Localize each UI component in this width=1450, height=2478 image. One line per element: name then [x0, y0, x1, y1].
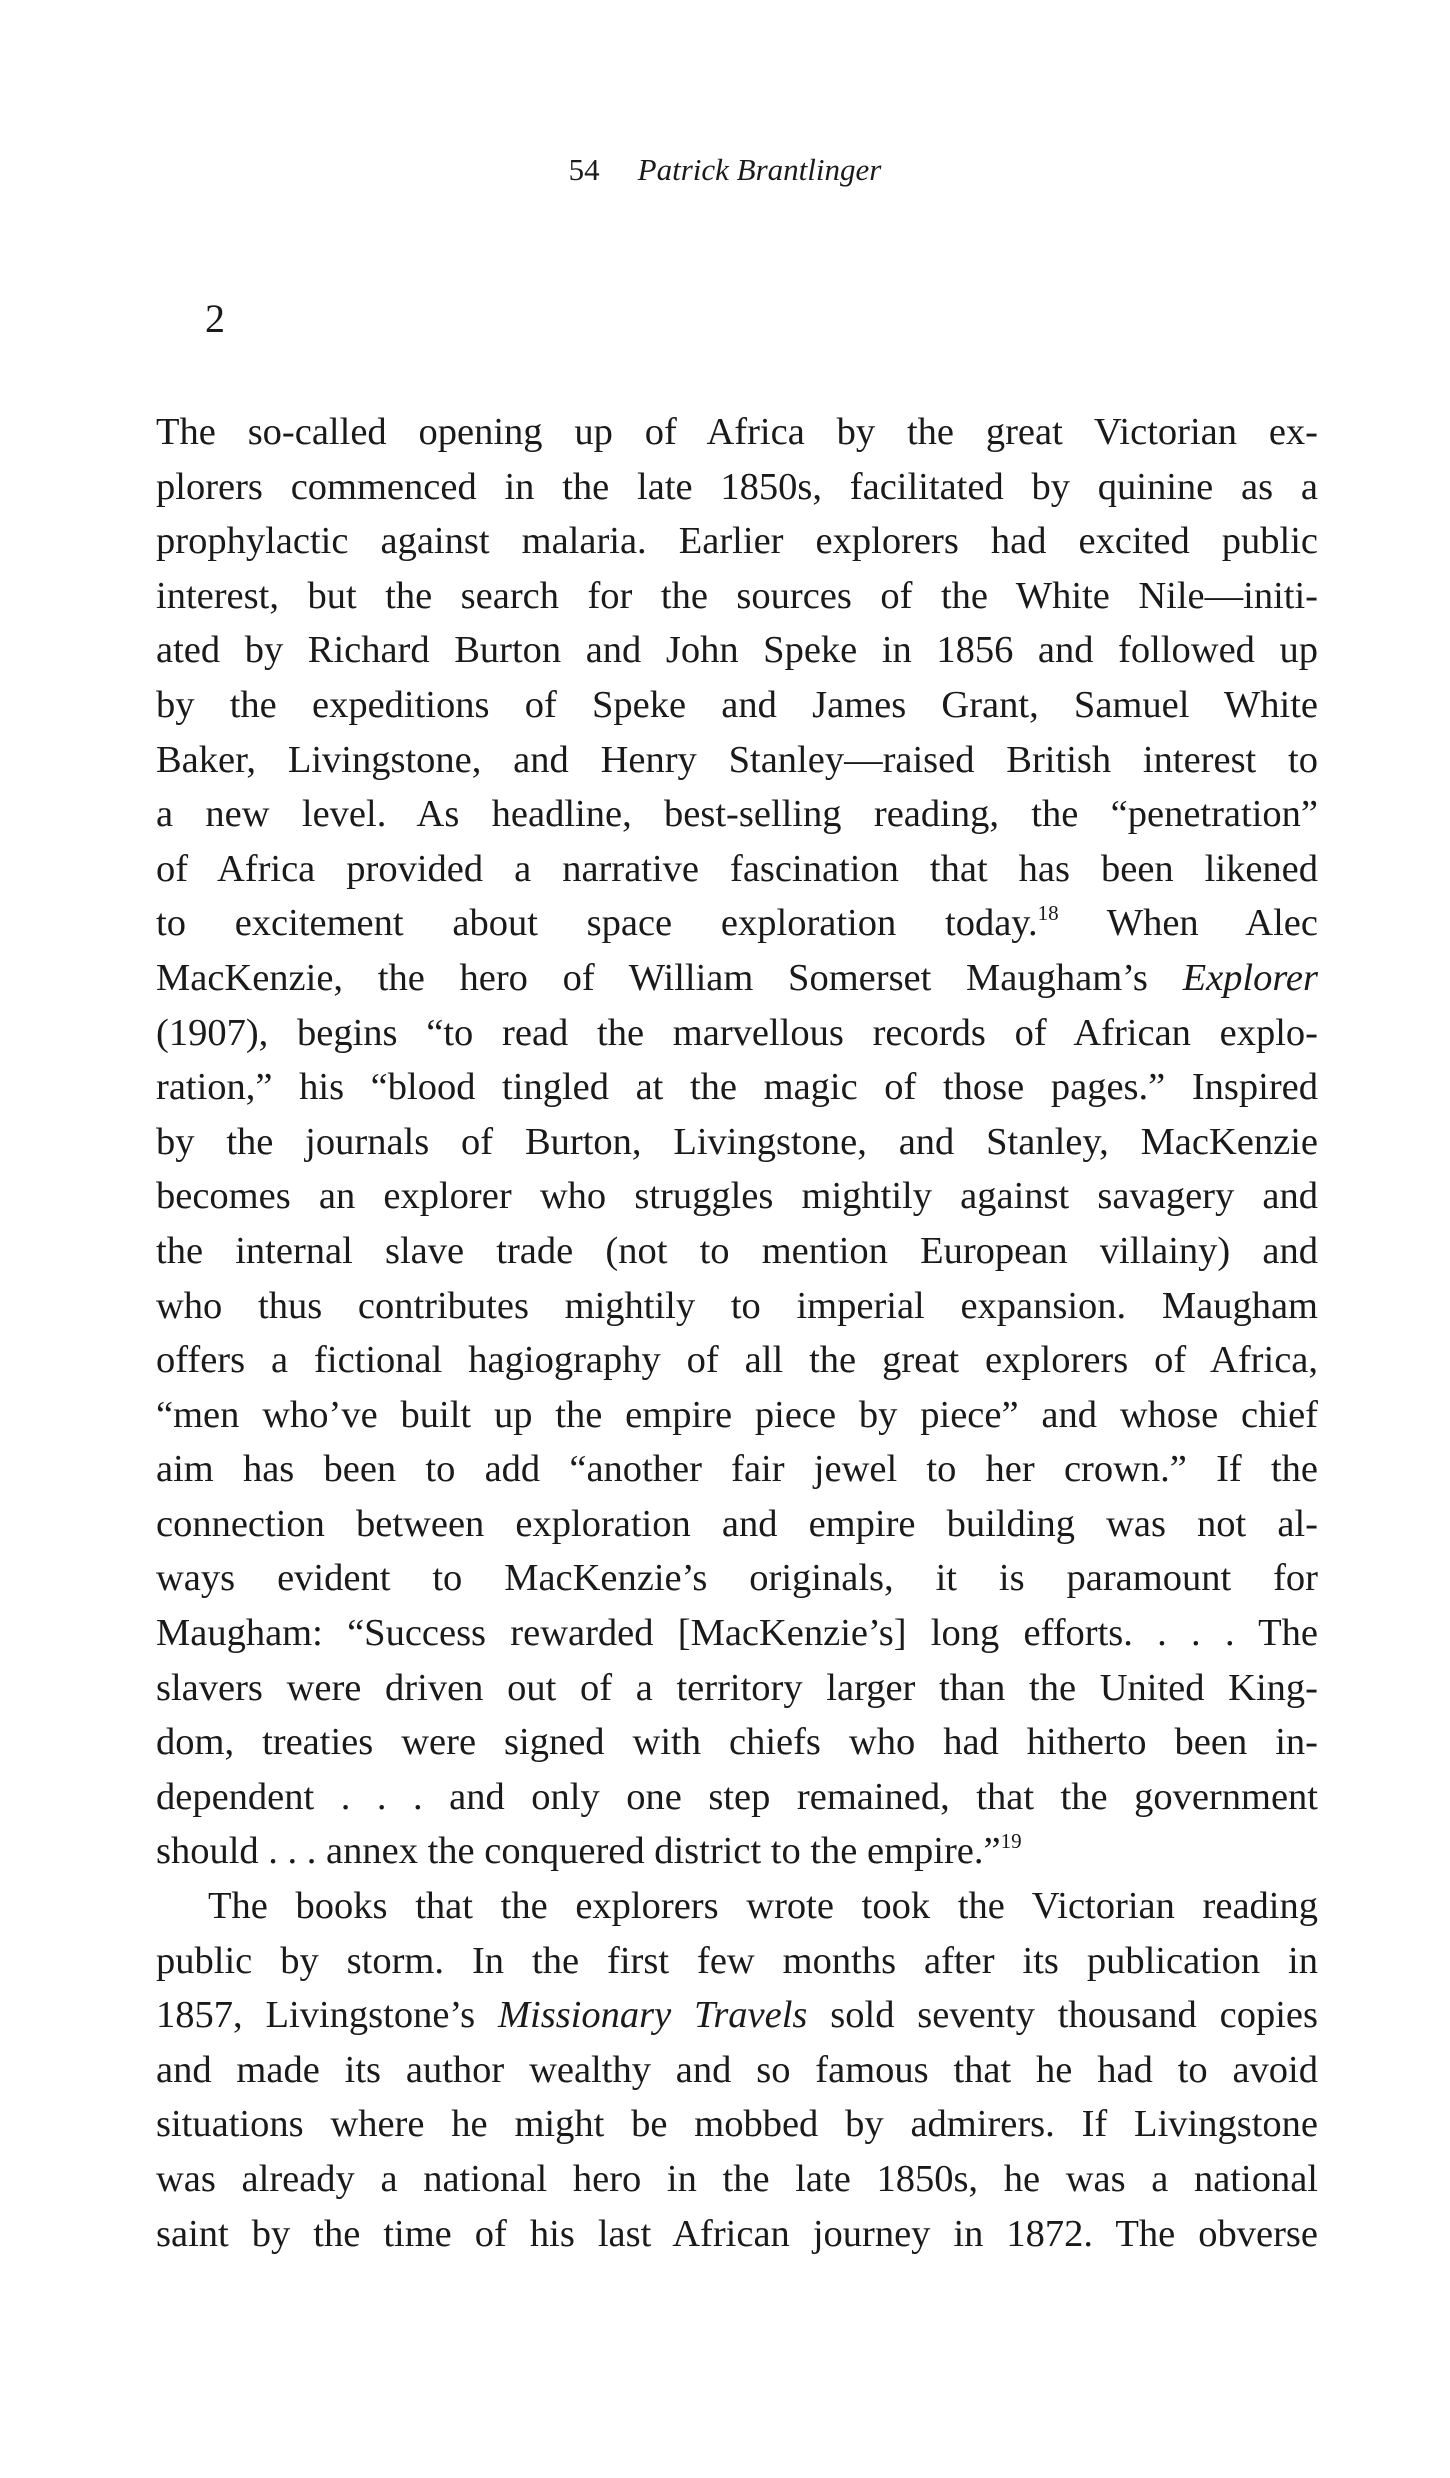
- text-line: a new level. As headline, best-selling reading, the “penetration”: [156, 793, 1318, 836]
- text-segment: 1857, Livingstone’s: [156, 1994, 498, 2037]
- text-line: who thus contributes mightily to imperial expansion. Maugham: [156, 1284, 1318, 1327]
- text-line: ated by Richard Burton and John Speke in 1856 and followed up: [156, 629, 1318, 672]
- text-line: dependent . . . and only one step remained, that the government: [156, 1775, 1318, 1818]
- text-line: Baker, Livingstone, and Henry Stanley—raised British interest to: [156, 738, 1318, 781]
- text-line: by the journals of Burton, Livingstone, and Stanley, MacKenzie: [156, 1120, 1318, 1163]
- paragraph-2: [156, 1879, 1318, 2261]
- text-line: slavers were driven out of a territory larger than the United King-: [156, 1666, 1318, 1709]
- paragraph-1: [156, 405, 1318, 1879]
- page-number: 54: [568, 152, 600, 187]
- text-line: [156, 951, 1318, 1006]
- running-head-author: Patrick Brantlinger: [637, 152, 882, 187]
- running-head: [0, 150, 1450, 190]
- body-text: [156, 405, 1318, 2261]
- text-line: dom, treaties were signed with chiefs who had hitherto been in-: [156, 1721, 1318, 1764]
- text-line: the internal slave trade (not to mention European villainy) and: [156, 1229, 1318, 1272]
- text-line: interest, but the search for the sources of the White Nile—initi-: [156, 574, 1318, 617]
- book-title-missionary-travels: Missionary Travels: [497, 1994, 808, 2037]
- text-line: and made its author wealthy and so famous that he had to avoid: [156, 2048, 1318, 2091]
- book-title-explorer: Explorer: [1182, 956, 1318, 999]
- footnote-marker-19: 19: [1000, 1829, 1022, 1854]
- text-line: was already a national hero in the late 1850s, he was a national: [156, 2158, 1318, 2200]
- footnote-marker-18: 18: [1037, 901, 1059, 926]
- text-line: “men who’ve built up the empire piece by piece” and whose chief: [156, 1393, 1318, 1436]
- text-line: by the expeditions of Speke and James Grant, Samuel White: [156, 683, 1318, 726]
- text-line: saint by the time of his last African journey in 1872. The obverse: [156, 2212, 1318, 2255]
- text-line: ways evident to MacKenzie’s originals, it is paramount for: [156, 1557, 1318, 1600]
- text-line: connection between exploration and empire building was not al-: [156, 1502, 1318, 1545]
- text-line: [156, 1824, 1318, 1879]
- text-line: (1907), begins “to read the marvellous records of African explo-: [156, 1011, 1318, 1054]
- text-line: becomes an explorer who struggles mightily against savagery and: [156, 1175, 1318, 1218]
- text-line: The so-called opening up of Africa by the great Victorian ex-: [156, 411, 1318, 453]
- text-line: plorers commenced in the late 1850s, facilitated by quinine as a: [156, 465, 1318, 508]
- text-segment: sold seventy thousand copies: [807, 1994, 1318, 2037]
- text-line: ration,” his “blood tingled at the magic of those pages.” Inspired: [156, 1066, 1318, 1109]
- text-line: situations where he might be mobbed by admirers. If Livingstone: [156, 2103, 1318, 2146]
- text-segment: When Alec: [1058, 902, 1318, 945]
- text-segment: MacKenzie, the hero of William Somerset Maugham’s: [156, 956, 1148, 999]
- section-number: 2: [205, 296, 225, 341]
- text-line: of Africa provided a narrative fascination that has been likened: [156, 847, 1318, 890]
- text-line: prophylactic against malaria. Earlier explorers had excited public: [156, 520, 1318, 563]
- text-line: [156, 1988, 1318, 2043]
- text-line: public by storm. In the first few months after its publication in: [156, 1939, 1318, 1982]
- text-segment: to excitement about space exploration today.: [156, 902, 1038, 945]
- text-line: aim has been to add “another fair jewel to her crown.” If the: [156, 1448, 1318, 1491]
- text-line: offers a fictional hagiography of all the great explorers of Africa,: [156, 1339, 1318, 1382]
- text-segment: should . . . annex the conquered district to the empire.”: [156, 1830, 1001, 1873]
- text-line: The books that the explorers wrote took the Victorian reading: [208, 1885, 1318, 1928]
- text-line: Maugham: “Success rewarded [MacKenzie’s] long efforts. . . . The: [156, 1612, 1318, 1655]
- text-line: [156, 896, 1318, 951]
